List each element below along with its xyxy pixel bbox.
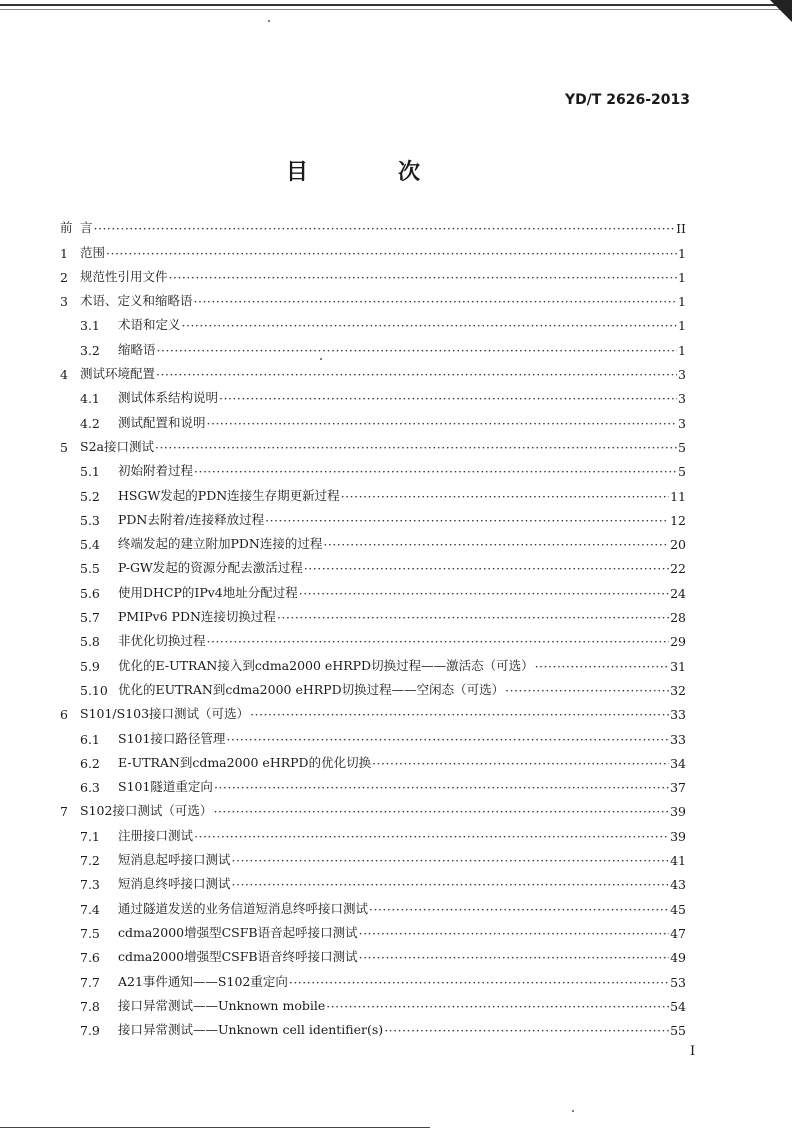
toc-entry [60, 844, 686, 868]
toc-leader-dots [289, 975, 669, 990]
toc-entry-label: cdma2000增强型CSFB语音终呼接口测试 [118, 949, 358, 965]
toc-entry-number: 7.5 [80, 925, 100, 941]
toc-leader-dots [219, 391, 677, 406]
toc-entry-page: 32 [670, 682, 686, 698]
toc-leader-dots [359, 950, 669, 965]
toc-entry [60, 990, 686, 1014]
toc-entry-page: 39 [670, 804, 686, 820]
toc-entry [60, 455, 686, 479]
toc-entry-label: 规范性引用文件 [80, 268, 168, 284]
toc-entry-label: 终端发起的建立附加PDN连接的过程 [118, 536, 323, 552]
toc-entry [60, 771, 686, 795]
scan-border-top [0, 4, 792, 6]
toc-entry-label: 测试配置和说明 [118, 414, 206, 430]
toc-entry-number: 5.10 [80, 682, 108, 698]
toc-entry-number: 6.3 [80, 780, 100, 796]
toc-leader-dots [277, 610, 669, 625]
toc-entry-number: 4.1 [80, 391, 100, 407]
toc-entry [60, 868, 686, 892]
toc-entry-label: S101/S103接口测试（可选） [80, 706, 250, 722]
toc-entry-page: 37 [670, 780, 686, 796]
toc-entry-page: II [676, 221, 686, 237]
toc-entry-page: 34 [670, 755, 686, 771]
toc-entry [60, 698, 686, 722]
toc-entry-label: 范围 [80, 244, 106, 260]
toc-entry-page: 43 [670, 877, 686, 893]
toc-entry-label: HSGW发起的PDN连接生存期更新过程 [118, 487, 340, 503]
toc-entry [60, 431, 686, 455]
scan-corner-mark [770, 0, 792, 22]
toc-entry-number: 5.4 [80, 537, 100, 553]
toc-entry [60, 747, 686, 771]
table-of-contents [60, 212, 686, 1038]
toc-entry [60, 576, 686, 600]
toc-entry-number: 6.2 [80, 755, 100, 771]
toc-leader-dots [169, 270, 677, 285]
toc-leader-dots [194, 829, 669, 844]
toc-entry-page: 1 [678, 342, 686, 358]
toc-leader-dots [232, 877, 670, 892]
toc-entry-page: 24 [670, 585, 686, 601]
toc-entry-page: 33 [670, 707, 686, 723]
toc-entry [60, 795, 686, 819]
toc-entry-label: 接口异常测试——Unknown cell identifier(s) [118, 1022, 384, 1038]
toc-entry-page: 1 [678, 245, 686, 261]
toc-entry-label: 接口异常测试——Unknown mobile [118, 997, 326, 1013]
toc-entry [60, 261, 686, 285]
toc-entry-number: 3.2 [80, 342, 100, 358]
toc-entry [60, 649, 686, 673]
toc-entry-number: 5.3 [80, 512, 100, 528]
toc-leader-dots [156, 367, 677, 382]
toc-entry-page: 49 [670, 950, 686, 966]
toc-leader-dots [194, 464, 677, 479]
toc-leader-dots [155, 440, 677, 455]
toc-entry-page: 1 [678, 269, 686, 285]
scan-speck [320, 358, 322, 360]
toc-entry-label: 通过隧道发送的业务信道短消息终呼接口测试 [118, 900, 369, 916]
toc-leader-dots [535, 659, 670, 674]
toc-entry-label: A21事件通知——S102重定向 [118, 973, 288, 989]
toc-entry-page: 55 [670, 1023, 686, 1039]
toc-entry-number: 5.9 [80, 658, 100, 674]
toc-entry-number: 7.1 [80, 828, 100, 844]
toc-entry-number: 5.2 [80, 488, 100, 504]
toc-entry-label: 短消息起呼接口测试 [118, 852, 231, 868]
toc-entry-page: 3 [678, 391, 686, 407]
toc-leader-dots [372, 756, 669, 771]
toc-entry-label: 测试体系结构说明 [118, 390, 219, 406]
toc-leader-dots [265, 513, 669, 528]
toc-entry-label: S101隧道重定向 [118, 779, 213, 795]
toc-entry-page: 5 [678, 439, 686, 455]
toc-leader-dots [194, 294, 677, 309]
toc-entry-label: 测试环境配置 [80, 366, 156, 382]
toc-entry-label: PDN去附着/连接释放过程 [118, 511, 265, 527]
toc-leader-dots [326, 999, 669, 1014]
toc-leader-dots [299, 586, 669, 601]
scan-border-bottom [0, 1127, 430, 1128]
toc-entry [60, 819, 686, 843]
toc-entry-page: 47 [670, 925, 686, 941]
toc-leader-dots [106, 246, 677, 261]
toc-entry [60, 333, 686, 357]
toc-entry-number: 7.2 [80, 853, 100, 869]
toc-entry-number: 7 [60, 804, 68, 820]
toc-entry-page: 33 [670, 731, 686, 747]
toc-leader-dots [359, 926, 669, 941]
toc-leader-dots [226, 732, 669, 747]
toc-entry [60, 504, 686, 528]
toc-entry-number: 4.2 [80, 415, 100, 431]
toc-entry [60, 917, 686, 941]
toc-entry-page: 41 [670, 853, 686, 869]
toc-entry-page: 31 [670, 658, 686, 674]
toc-leader-dots [94, 221, 676, 236]
toc-entry-number: 5.5 [80, 561, 100, 577]
toc-entry [60, 285, 686, 309]
toc-entry [60, 212, 686, 236]
toc-entry-number: 1 [60, 245, 68, 261]
toc-entry-number: 7.9 [80, 1023, 100, 1039]
toc-entry-label: PMIPv6 PDN连接切换过程 [118, 609, 276, 625]
toc-entry-label: 非优化切换过程 [118, 633, 206, 649]
toc-entry-page: 28 [670, 610, 686, 626]
toc-entry-page: 12 [670, 512, 686, 528]
toc-entry [60, 479, 686, 503]
toc-entry-page: 20 [670, 537, 686, 553]
toc-entry-label: S101接口路径管理 [118, 730, 226, 746]
toc-title: 目 次 [285, 160, 454, 185]
document-code: YD/T 2626-2013 [564, 92, 690, 108]
toc-entry-page: 3 [678, 367, 686, 383]
toc-entry-number: 7.7 [80, 974, 100, 990]
toc-entry-number: 5.8 [80, 634, 100, 650]
toc-entry-number: 7.4 [80, 901, 100, 917]
toc-entry-number: 4 [60, 367, 68, 383]
toc-entry [60, 722, 686, 746]
toc-leader-dots [214, 780, 669, 795]
toc-entry [60, 406, 686, 430]
toc-entry [60, 1014, 686, 1038]
toc-entry-number: 5.1 [80, 464, 100, 480]
toc-entry-label: S2a接口测试 [80, 438, 154, 454]
toc-entry-page: 5 [678, 464, 686, 480]
page-number: I [690, 1044, 696, 1059]
toc-entry-label: E-UTRAN到cdma2000 eHRPD的优化切换 [118, 754, 372, 770]
toc-entry-page: 53 [670, 974, 686, 990]
toc-entry-number: 7.6 [80, 950, 100, 966]
toc-entry [60, 358, 686, 382]
toc-entry-label: 术语、定义和缩略语 [80, 293, 193, 309]
toc-leader-dots [182, 318, 677, 333]
toc-entry-label: 优化的E-UTRAN接入到cdma2000 eHRPD切换过程——激活态（可选） [118, 657, 534, 673]
toc-entry-number: 6.1 [80, 731, 100, 747]
toc-leader-dots [505, 683, 669, 698]
toc-entry-label: 短消息终呼接口测试 [118, 876, 231, 892]
toc-entry-label: cdma2000增强型CSFB语音起呼接口测试 [118, 924, 358, 940]
toc-entry-page: 11 [670, 488, 686, 504]
toc-entry-page: 39 [670, 828, 686, 844]
toc-entry-number: 6 [60, 707, 68, 723]
scan-speck [268, 20, 270, 22]
toc-entry-label: S102接口测试（可选） [80, 803, 213, 819]
toc-leader-dots [157, 343, 677, 358]
toc-leader-dots [232, 853, 670, 868]
toc-entry-number: 7.8 [80, 998, 100, 1014]
toc-entry-number: 3.1 [80, 318, 100, 334]
toc-entry-page: 45 [670, 901, 686, 917]
toc-entry [60, 941, 686, 965]
toc-entry [60, 528, 686, 552]
toc-entry-number: 2 [60, 269, 68, 285]
toc-entry [60, 382, 686, 406]
toc-leader-dots [369, 902, 669, 917]
toc-entry [60, 309, 686, 333]
toc-leader-dots [384, 1023, 669, 1038]
toc-entry [60, 236, 686, 260]
toc-entry-number: 5 [60, 439, 68, 455]
toc-entry-page: 1 [678, 294, 686, 310]
toc-leader-dots [213, 804, 669, 819]
toc-entry-page: 1 [678, 318, 686, 334]
toc-leader-dots [207, 634, 670, 649]
toc-entry [60, 674, 686, 698]
toc-entry-label: 使用DHCP的IPv4地址分配过程 [118, 584, 298, 600]
toc-entry-label: 言 [80, 220, 93, 236]
toc-entry-number: 3 [60, 294, 68, 310]
toc-entry-label: 注册接口测试 [118, 827, 194, 843]
toc-entry [60, 892, 686, 916]
toc-leader-dots [304, 561, 669, 576]
toc-entry-number: 5.7 [80, 610, 100, 626]
scan-border-top-thin [0, 9, 792, 10]
toc-entry-page: 3 [678, 415, 686, 431]
toc-leader-dots [207, 416, 677, 431]
toc-entry [60, 625, 686, 649]
toc-entry-number: 7.3 [80, 877, 100, 893]
toc-entry-page: 29 [670, 634, 686, 650]
toc-leader-dots [341, 489, 669, 504]
toc-entry [60, 601, 686, 625]
toc-entry-label: 缩略语 [118, 341, 156, 357]
toc-entry-page: 54 [670, 998, 686, 1014]
scan-speck [572, 1110, 574, 1112]
toc-leader-dots [250, 707, 669, 722]
toc-leader-dots [323, 537, 669, 552]
toc-entry-number: 5.6 [80, 585, 100, 601]
toc-entry-label: 术语和定义 [118, 317, 181, 333]
toc-entry-label: 优化的EUTRAN到cdma2000 eHRPD切换过程——空闲态（可选） [118, 681, 505, 697]
toc-entry-label: P-GW发起的资源分配去激活过程 [118, 560, 303, 576]
toc-entry-label: 初始附着过程 [118, 463, 194, 479]
toc-entry [60, 552, 686, 576]
toc-entry-page: 22 [670, 561, 686, 577]
toc-entry [60, 965, 686, 989]
toc-entry-number: 前 [60, 220, 73, 236]
